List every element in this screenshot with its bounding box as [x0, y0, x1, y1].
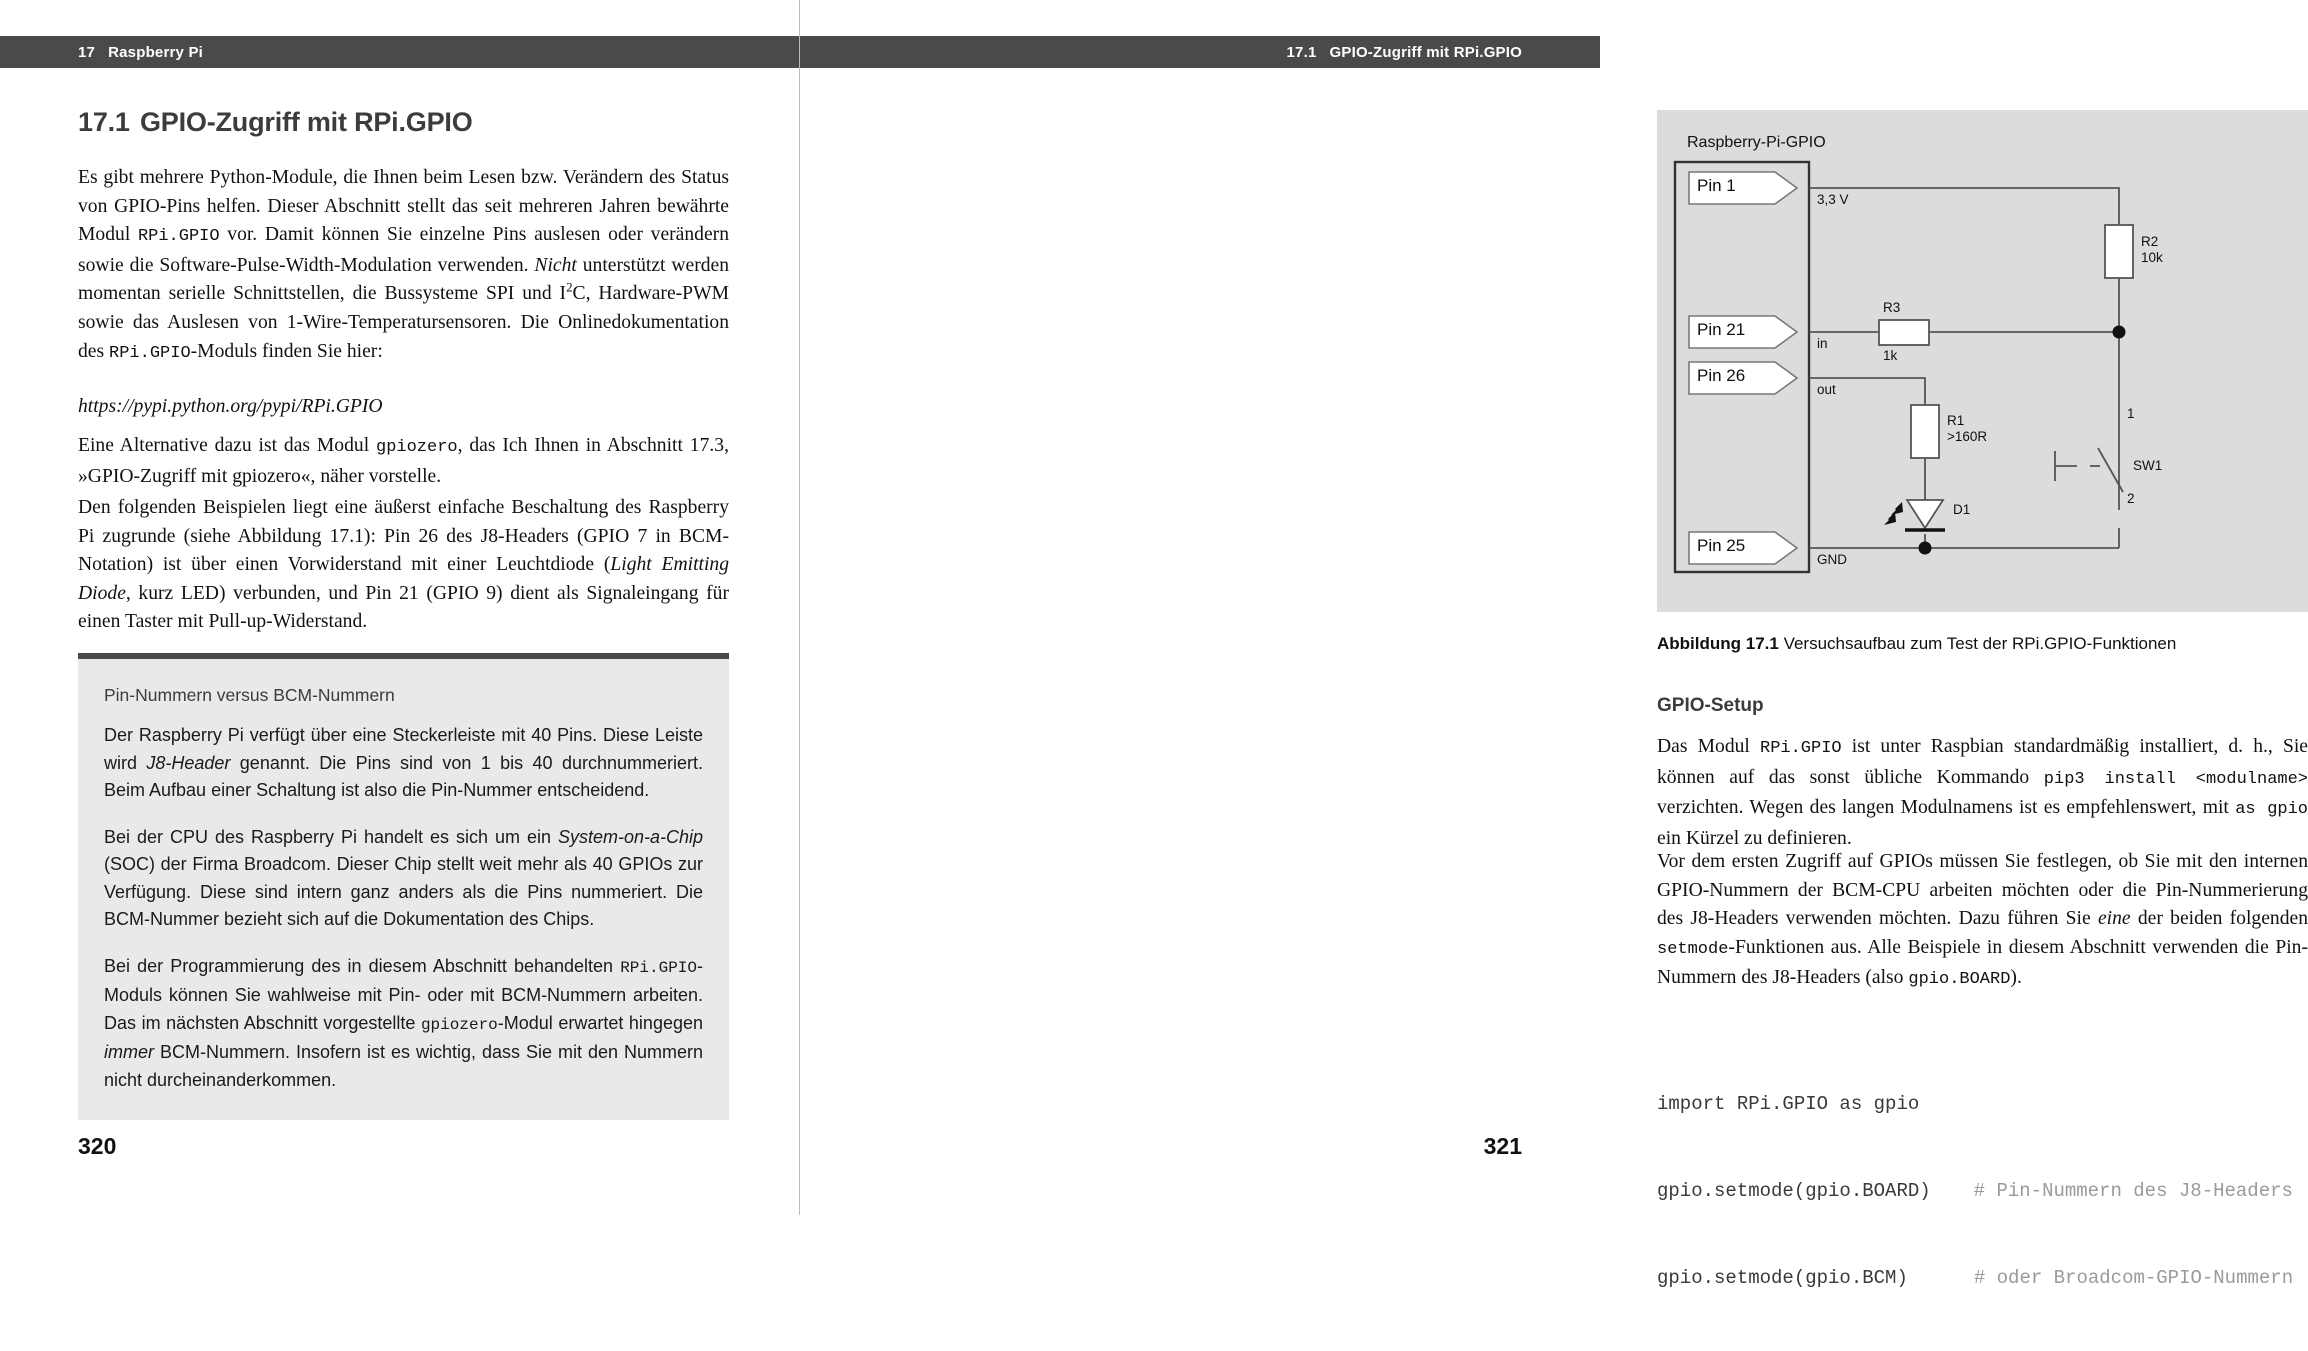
led-d1-triangle — [1907, 500, 1943, 528]
page-title — [78, 107, 728, 138]
paragraph-text: Eine Alternative dazu ist das Modul — [78, 435, 376, 456]
paragraph-text: -Moduls finden Sie hier: — [190, 340, 383, 362]
component-label-r2-ref: R2 — [2141, 234, 2159, 249]
component-label-sw1: SW1 — [2133, 458, 2163, 473]
paragraph-text: Den folgenden Beispielen liegt eine äußerst einfache Beschaltung des Raspberry Pi zugrunde (siehe Abbildung 17.1): Pin 26 des J8-Headers (GPIO 7 in BCM-Notation) ist über einen Vorwiderstand mit einer Leuchtdiode ( — [78, 497, 729, 576]
paragraph-text: Es gibt mehrere Python-Module, die Ihnen beim Lesen bzw. Verändern des Status von GPIO-Pins helfen. Dieser Abschnitt stellt das seit mehreren Jahren bewährte Modul — [78, 167, 729, 246]
paragraph-setmode — [1657, 848, 2308, 995]
inline-code-gpiozero-2: gpiozero — [420, 1015, 498, 1034]
resistor-r3 — [1879, 320, 1929, 345]
page-number-right: 321 — [1483, 1133, 1522, 1159]
component-label-d1: D1 — [1953, 502, 1971, 517]
paragraph-intro — [78, 164, 729, 368]
page-number-left: 320 — [78, 1133, 117, 1159]
component-label-r1-value: >160R — [1947, 429, 1988, 444]
paragraph-text: Vor dem ersten Zugriff auf GPIOs müssen Sie festlegen, ob Sie mit den internen GPIO-Nummern der BCM-CPU arbeiten möchten oder die Pin-Nummerierung des J8-Headers verwenden möchten. Dazu führen Sie — [1657, 851, 2308, 930]
component-label-r1-ref: R1 — [1947, 413, 1965, 428]
paragraph-text: der beiden folgenden — [2130, 908, 2308, 930]
figure-image — [1657, 110, 2308, 612]
code-line-text: gpio.setmode(gpio.BOARD) — [1657, 1180, 1931, 1202]
circuit-diagram-svg — [1657, 110, 2308, 612]
paragraph-text: verzichten. Wegen des langen Modulnamens ist es empfehlenswert, mit — [1657, 797, 2236, 819]
led-emission-arrows — [1882, 502, 1903, 525]
figure-caption-label: Abbildung 17.1 — [1657, 634, 1779, 653]
paragraph-text: ist unter Raspbian standardmäßig installiert, d. h., Sie können auf das sonst übliche Kommando — [1657, 736, 2308, 788]
page-left — [0, 0, 800, 1215]
pin-label-26: Pin 26 — [1697, 366, 1746, 385]
switch-terminal-1: 1 — [2127, 406, 2135, 421]
paragraph-text: , das Ich Ihnen in Abschnitt 17.3, »GPIO-Zugriff mit gpiozero«, näher vorstelle. — [78, 435, 729, 487]
section-title: GPIO-Zugriff mit RPi.GPIO — [140, 107, 473, 137]
inline-code-setmode: setmode — [1657, 939, 1729, 959]
note-text: (SOC) der Firma Broadcom. Dieser Chip stellt weit mehr als 40 GPIOs zur Verfügung. Diese sind intern ganz anders als die Pins nummeriert. Die BCM-Nummer bezieht sich auf die Dokumentation des Chips. — [104, 854, 703, 929]
code-line-text: import RPi.GPIO as gpio — [1657, 1093, 1920, 1115]
subheading-gpio-setup: GPIO-Setup — [1657, 695, 1764, 716]
paragraph-text: C, Hardware-PWM sowie das Auslesen von 1-Wire-Temperatursensoren. Die Onlinedokumentation des — [78, 283, 729, 362]
paragraph-text: , kurz LED) verbunden, und Pin 21 (GPIO 9) dient als Signaleingang für einen Taster mit Pull-up-Widerstand. — [78, 582, 729, 633]
note-text: genannt. Die Pins sind von 1 bis 40 durchnummeriert. Beim Aufbau einer Schaltung ist also die Pin-Nummer entscheidend. — [104, 752, 703, 800]
paragraph-alternative — [78, 432, 729, 491]
emphasis-soc: System-on-a-Chip — [557, 826, 703, 847]
inline-code-pip3-install: pip3 install <modulname> — [2043, 769, 2308, 789]
running-header-left — [0, 36, 799, 68]
circuit-wires — [1809, 188, 2119, 548]
component-label-r2-value: 10k — [2141, 250, 2163, 265]
code-block — [1657, 1032, 2308, 1351]
running-header-chapter-title: Raspberry Pi — [108, 43, 204, 61]
inline-code-rpigpio: RPi.GPIO — [137, 227, 220, 247]
resistor-r2 — [2105, 225, 2133, 278]
paragraph-text: vor. Damit können Sie einzelne Pins auslesen oder verändern sowie die Software-Pulse-Width-Modulation verwenden. — [78, 224, 729, 276]
pin-label-21: Pin 21 — [1697, 320, 1746, 339]
running-header-section-number: 17.1 — [1286, 43, 1317, 61]
component-label-r3-value: 1k — [1883, 348, 1898, 363]
section-number: 17.1 — [78, 107, 130, 137]
emphasis-nicht: Nicht — [534, 254, 577, 276]
junction-dot-in — [2113, 326, 2126, 339]
code-comment: # oder Broadcom-GPIO-Nummern — [1973, 1267, 2294, 1289]
note-text: BCM-Nummern. Insofern ist es wichtig, dass Sie mit den Nummern nicht durcheinanderkommen. — [104, 1042, 703, 1090]
paragraph-text: unterstützt werden momentan serielle Schnittstellen, die Bussysteme SPI und I — [78, 254, 730, 305]
signal-label-in: in — [1817, 336, 1828, 351]
signal-label-3v3: 3,3 V — [1817, 192, 1849, 207]
code-line — [1657, 1090, 2308, 1119]
running-header-right — [800, 36, 1600, 68]
paragraph-text: ein Kürzel zu definieren. — [1657, 827, 1852, 849]
diagram-block-label: Raspberry-Pi-GPIO — [1687, 134, 1826, 151]
pin-label-1: Pin 1 — [1697, 176, 1736, 195]
emphasis-light-emitting-diode: Light Emitting Diode — [78, 554, 729, 604]
signal-label-gnd: GND — [1817, 552, 1847, 567]
running-header-chapter-number: 17 — [78, 43, 96, 61]
junction-dot-gnd — [1919, 542, 1932, 555]
signal-label-out: out — [1817, 382, 1836, 397]
code-line-text: gpio.setmode(gpio.BCM) — [1657, 1267, 1908, 1289]
figure-caption — [1657, 634, 2308, 654]
inline-code-as-gpio: as gpio — [2235, 800, 2308, 820]
page-right — [800, 0, 2308, 1289]
note-paragraph-2 — [104, 824, 703, 934]
note-box-title: Pin-Nummern versus BCM-Nummern — [104, 685, 395, 705]
note-text: Bei der Programmierung des in diesem Abschnitt behandelten — [104, 955, 621, 976]
inline-code-rpigpio-4: RPi.GPIO — [1760, 739, 1842, 758]
note-text: Bei der CPU des Raspberry Pi handelt es sich um ein — [104, 826, 558, 847]
paragraph-text: ). — [2010, 967, 2022, 989]
figure-17-1 — [1657, 110, 2308, 654]
note-box — [78, 653, 729, 1120]
emphasis-eine: eine — [2097, 908, 2131, 930]
inline-code-rpigpio-2: RPi.GPIO — [109, 343, 191, 363]
resistor-r1 — [1911, 405, 1939, 458]
switch-sw1 — [2055, 448, 2123, 492]
emphasis-j8-header: J8-Header — [146, 752, 231, 773]
note-text: -Moduls können Sie wahlweise mit Pin- oder mit BCM-Nummern arbeiten. Das im nächsten Abschnitt vorgestellte — [104, 955, 703, 1033]
paragraph-module-install — [1657, 733, 2308, 853]
note-text: -Modul erwartet hingegen — [497, 1012, 703, 1033]
code-line — [1657, 1177, 2308, 1206]
paragraph-circuit — [78, 494, 729, 637]
note-paragraph-3 — [104, 953, 703, 1095]
running-header-section-title: GPIO-Zugriff mit RPi.GPIO — [1329, 43, 1522, 61]
paragraph-text: -Funktionen aus. Alle Beispiele in diesem Abschnitt verwenden die Pin-Nummern des J8-Headers (also — [1657, 936, 2308, 989]
emphasis-immer: immer — [104, 1042, 154, 1062]
component-label-r3-ref: R3 — [1883, 300, 1901, 315]
note-paragraph-1 — [104, 722, 703, 805]
inline-code-rpigpio-3: RPi.GPIO — [620, 958, 697, 977]
inline-code-gpiozero: gpiozero — [376, 438, 458, 457]
documentation-link[interactable]: https://pypi.python.org/pypi/RPi.GPIO — [78, 396, 383, 417]
figure-caption-text: Versuchsaufbau zum Test der RPi.GPIO-Funktionen — [1783, 634, 2177, 653]
inline-code-gpio-board: gpio.BOARD — [1908, 970, 2011, 990]
note-text: Der Raspberry Pi verfügt über eine Steckerleiste mit 40 Pins. Diese Leiste wird — [104, 725, 703, 773]
paragraph-text: Das Modul — [1657, 736, 1760, 757]
superscript-two: 2 — [566, 279, 573, 295]
pin-label-25: Pin 25 — [1697, 536, 1746, 555]
code-comment: # Pin-Nummern des J8-Headers — [1973, 1180, 2293, 1202]
code-line — [1657, 1264, 2308, 1293]
switch-terminal-2: 2 — [2127, 491, 2135, 506]
